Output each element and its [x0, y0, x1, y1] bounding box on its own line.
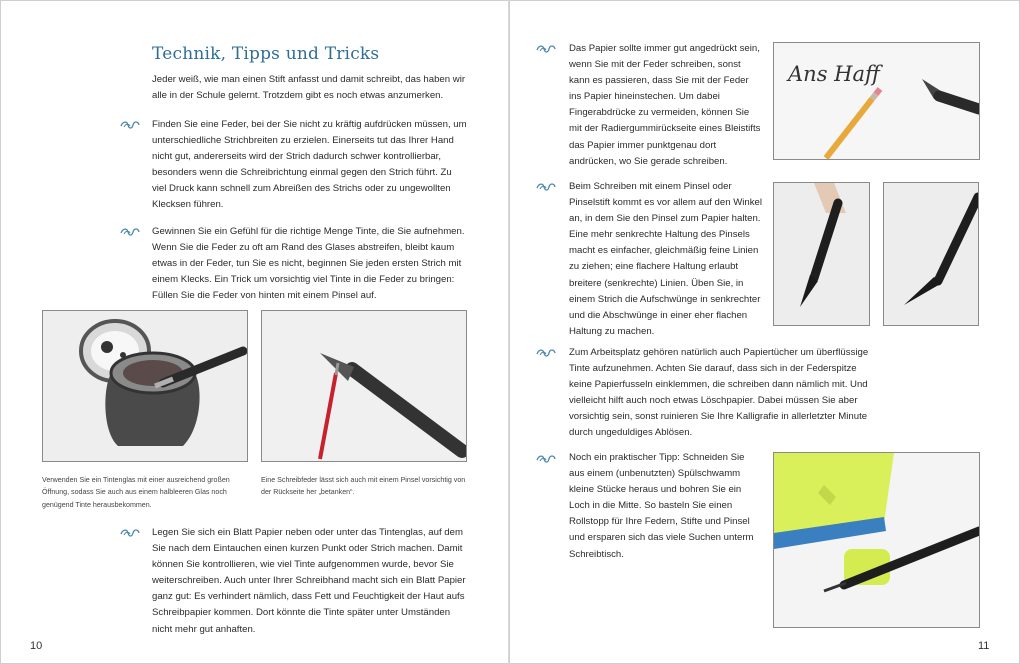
photo-caption: Verwenden Sie ein Tintenglas mit einer ausreichend großen Öffnung, sodass Sie auch aus einem halbleeren Glas noch genügend Tinte herausbekommen. [42, 476, 230, 509]
swirl-ornament-icon [120, 528, 140, 538]
brush-flat-photo [883, 182, 979, 326]
sponge-stopper-photo [773, 452, 980, 628]
tip-paragraph: Noch ein praktischer Tipp: Schneiden Sie aus einem (unbenutzten) Spülschwamm kleine Stücke heraus und bohren Sie ein Loch in die Mitte. So basteln Sie einen Rollstopp für Ihre Federn, Stifte und Pinsel und ersparen sich das viele Suchen unterm Schreibtisch. [569, 452, 754, 560]
page-number: 10 [30, 640, 43, 652]
tip-paragraph: Finden Sie eine Feder, bei der Sie nicht zu kräftig aufdrücken müssen, um unterschiedliche Strichbreiten zu erzielen. Einerseits tut das Ihrer Hand nicht gut, andererseits wird der Strich dadurch schwer kontrollierbar, besonders wenn die Schreibrichtung einmal gegen den Strich führt. Zu viel Druck kann schnell zum Abreißen des Strichs oder zu ungewollten Klecksen führen. [152, 119, 467, 211]
tip-paragraph: Beim Schreiben mit einem Pinsel oder Pinselstift kommt es vor allem auf den Winkel an, in dem Sie den Pinsel zum Papier halten. Eine mehr senkrechte Haltung des Pinsels macht es einfacher, gleichmäßig feine Linien zu ziehen; eine flachere Haltung erlaubt breitere (senkrechte) Linien. Üben Sie, in einem Strich die Aufschwünge in senkrechter und die Abschwünge in einer eher flachen Haltung zu machen. [569, 181, 763, 337]
tip-paragraph: Zum Arbeitsplatz gehören natürlich auch Papiertücher um überflüssige Tinte aufzunehmen. Achten Sie darauf, dass sich in der Federspitze keine Papierfusseln einklemmen, die schreiben dann nämlich mit. Und vielleicht hilft auch noch etwas Löschpapier. Dabei müssen Sie aber vorsichtig sein, sonst ruinieren Sie Ihre Kalligrafie in allerletzter Minute durch ungeduldiges Ablösen. [569, 347, 869, 439]
calligraphy-pencil-photo [773, 42, 980, 160]
swirl-ornament-icon [120, 120, 140, 130]
swirl-ornament-icon [536, 454, 556, 464]
brush-steep-photo [773, 182, 870, 326]
page-title: Technik, Tipps und Tricks [152, 44, 380, 64]
ink-glass-photo [42, 310, 248, 462]
tip-paragraph: Das Papier sollte immer gut angedrückt sein, wenn Sie mit der Feder schreiben, sonst kann es passieren, dass Sie mit der Feder ins Papier hineinstechen. Um dabei Fingerabdrücke zu vermeiden, können Sie mit der Radiergummirückseite eines Bleistifts das Papier immer punktgenau dort andrücken, wo Sie gerade schreiben. [569, 43, 761, 167]
swirl-ornament-icon [536, 182, 556, 192]
pen-brush-photo [261, 310, 467, 462]
page-gutter [508, 0, 509, 664]
tip-paragraph: Legen Sie sich ein Blatt Papier neben oder unter das Tintenglas, auf dem Sie nach dem Eintauchen einen kurzen Punkt oder Strich machen. Damit können Sie kontrollieren, wie viel Tinte aufgenommen wurde, bevor Sie weiterschreiben. Auch unter Ihrer Schreibhand macht sich ein Blatt Papier ganz gut: Es verhindert nämlich, dass Fett und Feuchtigkeit der Haut aufs Schreibpapier kommen. Dort könnte die Tinte später unter Umständen nicht mehr gut anhaften. [152, 527, 466, 635]
intro-paragraph: Jeder weiß, wie man einen Stift anfasst und damit schreibt, das haben wir alle in der Schule gelernt. Trotzdem gibt es noch etwas anzumerken. [152, 74, 466, 102]
tip-paragraph: Gewinnen Sie ein Gefühl für die richtige Menge Tinte, die Sie aufnehmen. Wenn Sie die Feder zu oft am Rand des Glases abstreifen, bleibt kaum etwas in der Feder, tun Sie es nicht, beginnen Sie jeden ersten Strich mit einem Klecks. Ein Trick um vorsichtig viel Tinte in die Feder zu bringen: Füllen Sie die Feder von hinten mit einem Pinsel auf. [152, 226, 465, 302]
page-number: 11 [978, 640, 990, 652]
calligraphy-sample: Ans Haff [788, 62, 880, 86]
swirl-ornament-icon [536, 44, 556, 54]
swirl-ornament-icon [536, 348, 556, 358]
photo-caption: Eine Schreibfeder lässt sich auch mit einem Pinsel vorsichtig von der Rückseite her „betanken“. [261, 476, 466, 497]
swirl-ornament-icon [120, 227, 140, 237]
